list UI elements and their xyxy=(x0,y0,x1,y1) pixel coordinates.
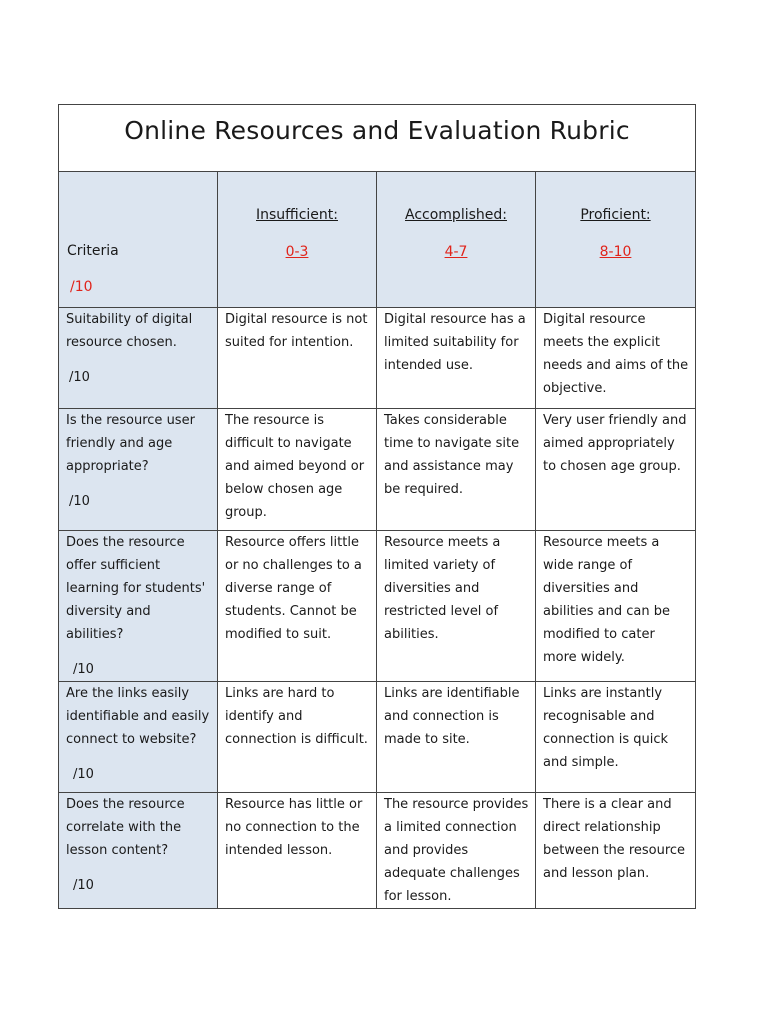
accomplished-cell xyxy=(377,793,536,909)
criteria-label: Criteria xyxy=(67,243,119,259)
insufficient-cell xyxy=(218,793,377,909)
level-accomplished-header xyxy=(377,172,536,308)
criterion-text: Does the resource offer sufficient learning for students' diversity and abilities? xyxy=(66,535,206,642)
criterion-text: Does the resource correlate with the lesson content? xyxy=(66,797,185,858)
criteria-header xyxy=(59,172,218,308)
title-cell xyxy=(59,105,696,172)
proficient-cell xyxy=(536,409,696,531)
header-row xyxy=(59,172,696,308)
proficient-cell xyxy=(536,308,696,409)
level-name: Insufficient: xyxy=(256,207,338,223)
descriptor-text: Resource meets a wide range of diversities and abilities and can be modified to cater more widely. xyxy=(543,535,670,665)
level-range: 8-10 xyxy=(599,244,632,260)
descriptor-text: The resource provides a limited connection and provides adequate challenges for lesson. xyxy=(384,797,529,904)
descriptor-text: Links are instantly recognisable and connection is quick and simple. xyxy=(543,686,669,770)
accomplished-cell xyxy=(377,682,536,793)
criterion-cell xyxy=(59,531,218,682)
accomplished-cell xyxy=(377,409,536,531)
proficient-cell xyxy=(536,531,696,682)
criterion-score: /10 xyxy=(73,767,94,782)
level-proficient-header xyxy=(536,172,696,308)
criterion-text: Are the links easily identifiable and easily connect to website? xyxy=(66,686,210,747)
descriptor-text: Digital resource is not suited for intention. xyxy=(225,312,368,350)
criterion-text: Suitability of digital resource chosen. xyxy=(66,312,193,350)
accomplished-cell xyxy=(377,531,536,682)
criterion-cell xyxy=(59,409,218,531)
descriptor-text: Resource offers little or no challenges to a diverse range of students. Cannot be modified to suit. xyxy=(225,535,362,642)
level-name: Proficient: xyxy=(580,207,651,223)
table-row xyxy=(59,409,696,531)
criterion-cell xyxy=(59,682,218,793)
table-row xyxy=(59,682,696,793)
table-row xyxy=(59,308,696,409)
table-row xyxy=(59,793,696,909)
page-title: Online Resources and Evaluation Rubric xyxy=(124,115,630,145)
rubric-table xyxy=(58,104,696,909)
criteria-score: /10 xyxy=(70,279,93,295)
descriptor-text: Links are hard to identify and connection is difficult. xyxy=(225,686,368,747)
insufficient-cell xyxy=(218,308,377,409)
descriptor-text: Digital resource meets the explicit needs and aims of the objective. xyxy=(543,312,689,396)
descriptor-text: There is a clear and direct relationship between the resource and lesson plan. xyxy=(543,797,686,881)
level-insufficient-header xyxy=(218,172,377,308)
insufficient-cell xyxy=(218,682,377,793)
criterion-score: /10 xyxy=(73,878,94,893)
criterion-score: /10 xyxy=(69,370,90,385)
descriptor-text: The resource is difficult to navigate and aimed beyond or below chosen age group. xyxy=(225,413,365,520)
criterion-cell xyxy=(59,793,218,909)
criterion-cell xyxy=(59,308,218,409)
criterion-score: /10 xyxy=(73,662,94,677)
descriptor-text: Digital resource has a limited suitability for intended use. xyxy=(384,312,526,373)
descriptor-text: Takes considerable time to navigate site and assistance may be required. xyxy=(384,413,520,497)
proficient-cell xyxy=(536,682,696,793)
level-range: 0-3 xyxy=(285,244,309,260)
criterion-text: Is the resource user friendly and age appropriate? xyxy=(66,413,195,474)
criterion-score: /10 xyxy=(69,494,90,509)
descriptor-text: Resource meets a limited variety of diversities and restricted level of abilities. xyxy=(384,535,501,642)
proficient-cell xyxy=(536,793,696,909)
table-row xyxy=(59,531,696,682)
level-name: Accomplished: xyxy=(405,207,507,223)
level-range: 4-7 xyxy=(444,244,468,260)
descriptor-text: Links are identifiable and connection is made to site. xyxy=(384,686,520,747)
insufficient-cell xyxy=(218,531,377,682)
descriptor-text: Very user friendly and aimed appropriately to chosen age group. xyxy=(543,413,687,474)
insufficient-cell xyxy=(218,409,377,531)
descriptor-text: Resource has little or no connection to the intended lesson. xyxy=(225,797,363,858)
accomplished-cell xyxy=(377,308,536,409)
